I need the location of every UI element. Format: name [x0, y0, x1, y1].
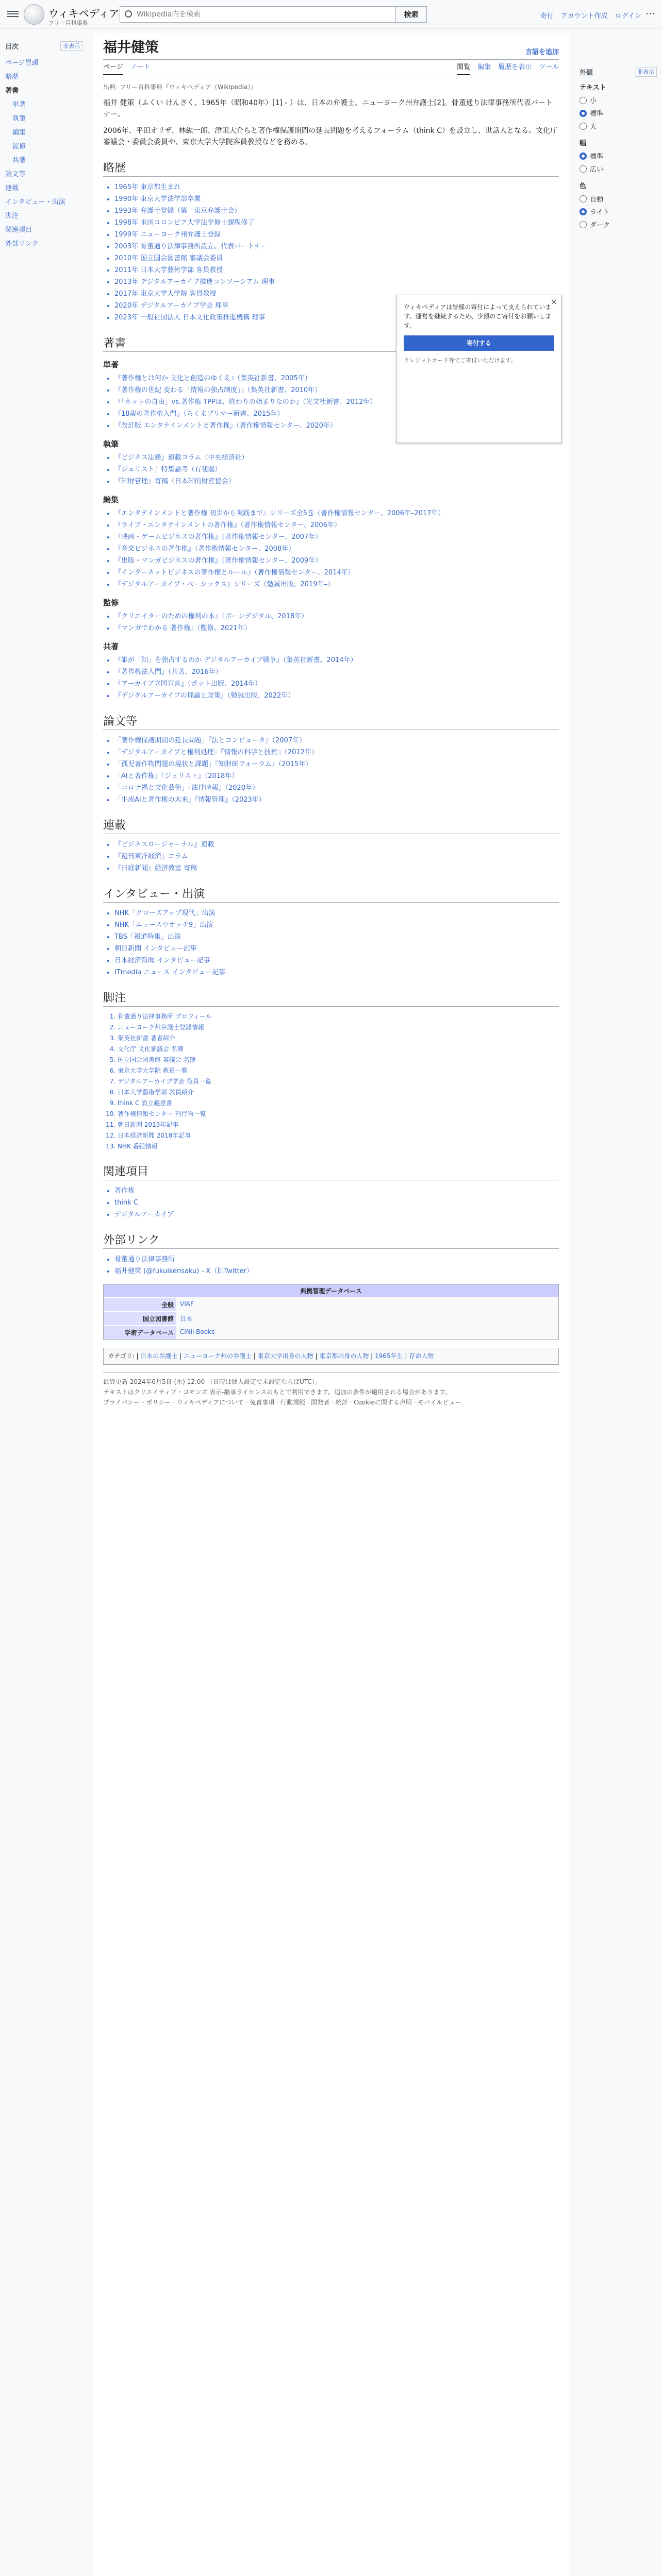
list-item[interactable]: • 『出版・マンガビジネスの著作権』（著作権情報センター、2009年） — [114, 555, 559, 566]
option-label: ダーク — [590, 222, 610, 229]
list-item[interactable]: • 「コロナ禍と文化芸術」『法律時報』（2020年） — [114, 783, 559, 793]
toc-item[interactable]: 編集 — [12, 129, 26, 137]
color_opts-option[interactable] — [580, 192, 657, 205]
notice-text: ウィキペディアは皆様の寄付によって支えられています。運営を継続するため、少額のご寄付をお願いします。 — [404, 303, 552, 329]
width_opts-option[interactable] — [580, 162, 657, 175]
list-item[interactable]: 6. 東京大学大学院 教員一覧 — [118, 1066, 559, 1076]
related-list — [114, 1185, 559, 1220]
list-item[interactable]: 1. 骨董通り法律事務所 プロフィール — [118, 1012, 559, 1022]
option-label: ライト — [590, 209, 610, 216]
section-heading: 著書 — [103, 334, 559, 352]
radio-icon[interactable] — [580, 97, 587, 104]
intro-paragraph: 2006年、平田オリザ、林紘一郎、津田大介らと著作権保護期間の延長問題を考えるフォーラム（think C）を設立し、世話人となる。文化庁審議会・委員会委員や、東京大学大学院客員教授などを務める。 — [103, 127, 557, 146]
list-item[interactable]: • 『ライブ・エンタテインメントの著作権』（著作権情報センター、2006年） — [114, 520, 559, 531]
toc-item[interactable]: 監修 — [12, 143, 26, 150]
authority-navbox — [103, 1284, 559, 1340]
coauthor-list — [114, 655, 559, 701]
toc-sidebar — [5, 41, 82, 250]
list-item[interactable]: 3. 集英社新書 著者紹介 — [118, 1033, 559, 1043]
donate-link[interactable]: 寄付 — [540, 12, 554, 20]
wordmark[interactable]: ウィキペディア — [48, 7, 120, 20]
text_opts-option[interactable] — [580, 94, 657, 107]
section-heading: 略歴 — [103, 159, 559, 177]
list-item[interactable]: • 1998年 米国コロンビア大学法学修士課程修了 — [114, 217, 559, 228]
list-item[interactable]: • ITmedia ニュース インタビュー記事 — [114, 967, 559, 978]
toc-item[interactable]: 脚注 — [5, 212, 19, 220]
toc-item[interactable]: ページ冒頭 — [5, 59, 39, 67]
navbox-title: 典拠管理データベース — [104, 1284, 558, 1297]
option-label: 標準 — [590, 110, 604, 118]
list-item[interactable]: 4. 文化庁 文化審議会 名簿 — [118, 1044, 559, 1054]
list-item[interactable]: • 「AIと著作権」『ジュリスト』（2018年） — [114, 771, 559, 782]
appearance-hide-button[interactable]: 非表示 — [635, 67, 657, 77]
toc-item[interactable]: 関連項目 — [5, 226, 32, 234]
tabs-row — [103, 60, 559, 77]
radio-icon[interactable] — [580, 165, 587, 173]
radio-icon[interactable] — [580, 110, 587, 117]
list-item[interactable]: 10. 著作権情報センター 刊行物一覧 — [118, 1109, 559, 1119]
section-heading: 連載 — [103, 817, 559, 834]
section-heading: 共著 — [103, 642, 119, 651]
list-item[interactable]: • NHK「クローズアップ現代」出演 — [114, 908, 559, 919]
list-item[interactable]: 13. NHK 番組情報 — [118, 1142, 559, 1151]
color_opts-option[interactable] — [580, 205, 657, 218]
list-item[interactable]: • 2013年 デジタルアーカイブ推進コンソーシアム 理事 — [114, 277, 559, 287]
toc-item[interactable]: 略歴 — [5, 73, 19, 81]
list-item[interactable]: • 日本経済新聞 インタビュー記事 — [114, 955, 559, 966]
appearance-panel — [580, 67, 657, 231]
radio-icon[interactable] — [580, 195, 587, 202]
links-list — [114, 1254, 559, 1277]
list-item[interactable]: • 1993年 弁護士登録（第一東京弁護士会） — [114, 206, 559, 216]
section-heading: 脚注 — [103, 989, 559, 1007]
list-item[interactable]: • 1999年 ニューヨーク州弁護士登録 — [114, 229, 559, 240]
navbox-row-label: 学術データベース — [104, 1326, 176, 1339]
list-item[interactable]: • 2020年 デジタルアーカイブ学会 理事 — [114, 300, 559, 311]
more-icon[interactable]: ⋯ — [646, 8, 655, 19]
list-item[interactable]: • 2011年 日本大学藝術学部 客員教授 — [114, 265, 559, 276]
page-title: 福井健策 — [103, 40, 159, 56]
tab-talk[interactable]: ノート — [130, 63, 151, 71]
list-item[interactable]: • TBS「報道特集」出演 — [114, 931, 559, 942]
toc-item[interactable]: 単著 — [12, 101, 26, 109]
radio-icon[interactable] — [580, 208, 587, 215]
section-heading: 関連項目 — [103, 1163, 559, 1180]
list-item[interactable]: • 『ジュリスト』特集論考（有斐閣） — [114, 464, 559, 475]
section-heading: 執筆 — [103, 439, 119, 449]
list-item[interactable]: • 骨董通り法律事務所 — [114, 1254, 559, 1265]
list-item[interactable]: • 『ビジネス法務』連載コラム（中央経済社） — [114, 452, 559, 463]
add-language-button[interactable]: 言語を追加 — [525, 48, 559, 56]
appearance-heading: 外観 — [580, 69, 593, 77]
list-item[interactable]: • 「著作権保護期間の延長問題」『法とコンピュータ』（2007年） — [114, 735, 559, 746]
list-item[interactable]: • 『改訂版 エンタテインメントと著作権』（著作権情報センター、2020年） — [114, 420, 559, 431]
category-link[interactable]: 存命人物 — [409, 1352, 434, 1360]
toc-item[interactable]: 著書 — [5, 87, 19, 95]
search-input[interactable] — [120, 6, 396, 23]
interview-list — [114, 908, 559, 978]
radio-icon[interactable] — [580, 152, 587, 160]
navbox-row-value[interactable]: CiNii Books — [176, 1326, 558, 1339]
list-item[interactable]: • 『著作権の世紀 変わる「情報の独占制度」』（集英社新書、2010年） — [114, 385, 559, 396]
list-item[interactable]: • 著作権 — [114, 1185, 559, 1196]
list-item[interactable]: • 『デジタルアーカイブの理論と政策』（勉誠出版、2022年） — [114, 690, 559, 701]
list-item[interactable]: • think C — [114, 1197, 559, 1208]
list-item[interactable]: • 『インターネットビジネスの著作権とルール』（著作権情報センター、2014年） — [114, 567, 559, 578]
color-label: 色 — [580, 182, 587, 190]
title-row — [103, 33, 559, 60]
list-item[interactable]: • 『デジタルアーカイブ・ベーシックス』シリーズ（勉誠出版、2019年–） — [114, 579, 559, 590]
list-item[interactable]: • 『著作権法入門』（共著、2016年） — [114, 667, 559, 677]
option-label: 広い — [590, 166, 604, 174]
list-item[interactable]: • 2017年 東京大学大学院 客員教授 — [114, 289, 559, 299]
category-link[interactable]: 東京大学出身の人物 — [257, 1352, 313, 1360]
list-item[interactable]: • 「生成AIと著作権の未来」『情報管理』（2023年） — [114, 794, 559, 805]
toc-item[interactable]: 連載 — [5, 184, 19, 192]
navbox-row-label: 全般 — [104, 1298, 176, 1311]
list-item[interactable]: • 『知財管理』寄稿（日本知的財産協会） — [114, 476, 559, 487]
color_opts-option[interactable] — [580, 218, 657, 231]
list-item[interactable]: • 『「ネットの自由」vs.著作権 TPPは、終わりの始まりなのか』（光文社新書、2012年） — [114, 397, 559, 408]
list-item[interactable]: • 『アーカイブ立国宣言』（ポット出版、2014年） — [114, 679, 559, 689]
search-button[interactable]: 検索 — [396, 6, 427, 23]
section-heading: 単著 — [103, 360, 119, 369]
list-item[interactable]: • 『音楽ビジネスの著作権』（著作権情報センター、2008年） — [114, 544, 559, 554]
list-item[interactable]: • 1990年 東京大学法学部卒業 — [114, 194, 559, 205]
supervise-list — [114, 611, 559, 634]
option-label: 標準 — [590, 153, 604, 161]
writing-list — [114, 452, 559, 487]
tab-edit[interactable]: 編集 — [477, 63, 491, 71]
list-item[interactable]: 9. think C 設立趣意書 — [118, 1098, 559, 1108]
section-heading: 監修 — [103, 598, 119, 607]
list-item[interactable]: • NHK「ニュースウオッチ9」出演 — [114, 920, 559, 930]
donation-notice — [396, 295, 562, 443]
tagline: フリー百科事典 — [48, 20, 88, 26]
option-label: 小 — [590, 97, 597, 105]
list-item[interactable]: • 『ビジネスロージャーナル』連載 — [114, 839, 559, 850]
login-link[interactable]: ログイン — [615, 12, 641, 20]
list-item[interactable]: • 『エンタテインメントと著作権 初歩から実践まで』シリーズ全5巻（著作権情報センター、2006年–2017年） — [114, 508, 559, 519]
categories-box: カテゴリ: | 日本の弁護士 | ニューヨーク州の弁護士 | 東京大学出身の人物 | 東京都出身の人物 | 1965年生 | 存命人物 — [103, 1348, 559, 1365]
categories-label[interactable]: カテゴリ: — [108, 1352, 135, 1360]
close-icon[interactable]: × — [550, 297, 557, 307]
section-heading: 編集 — [103, 495, 119, 504]
category-link[interactable]: ニューヨーク州の弁護士 — [183, 1352, 252, 1360]
list-item[interactable]: • 『著作権とは何か 文化と創造のゆくえ』（集英社新書、2005年） — [114, 373, 559, 384]
toc-heading: 目次 — [5, 43, 19, 51]
navbox-row — [104, 1311, 558, 1325]
text_opts-option[interactable] — [580, 107, 657, 120]
search-icon — [125, 10, 132, 18]
menu-icon[interactable] — [7, 9, 19, 19]
category-link[interactable]: 日本の弁護士 — [140, 1352, 178, 1360]
footer-line: テキストはクリエイティブ・コモンズ 表示-継承ライセンスのもとで利用できます。追加の条件が適用される場合があります。 — [103, 1388, 452, 1396]
section-heading: インタビュー・出演 — [103, 885, 559, 903]
toc-hide-button[interactable]: 非表示 — [60, 41, 82, 51]
option-label: 大 — [590, 123, 597, 131]
navbox-row-value[interactable]: VIAF — [176, 1298, 558, 1311]
category-link[interactable]: 東京都出身の人物 — [319, 1352, 369, 1360]
edit-list — [114, 508, 559, 590]
footer — [103, 1372, 559, 1408]
list-item[interactable]: • 2023年 一般社団法人 日本文化政策推進機構 理事 — [114, 312, 559, 323]
category-link[interactable]: 1965年生 — [375, 1352, 403, 1360]
text-size-label: テキスト — [580, 84, 606, 92]
tab-history[interactable]: 履歴を表示 — [498, 63, 532, 71]
list-item[interactable]: • 『映画・ゲームビジネスの著作権』（著作権情報センター、2007年） — [114, 532, 559, 543]
notice-small: クレジットカード等でご寄付いただけます。 — [404, 357, 517, 364]
list-item[interactable]: 12. 日本経済新聞 2018年記事 — [118, 1131, 559, 1141]
user-links — [540, 10, 641, 20]
toc-item[interactable]: 論文等 — [5, 171, 26, 178]
list-item[interactable]: • 1965年 東京都生まれ — [114, 182, 559, 193]
list-item[interactable]: • 『18歳の著作権入門』（ちくまプリマー新書、2015年） — [114, 409, 559, 419]
list-item[interactable]: • 2010年 国立国会図書館 審議会委員 — [114, 253, 559, 264]
width_opts-option[interactable] — [580, 149, 657, 162]
source-line: 出典: フリー百科事典『ウィキペディア（Wikipedia）』 — [103, 83, 257, 91]
list-item[interactable]: • デジタルアーカイブ — [114, 1209, 559, 1220]
list-item[interactable]: • 朝日新聞 インタビュー記事 — [114, 943, 559, 954]
radio-icon[interactable] — [580, 221, 587, 228]
list-item[interactable]: • 「デジタルアーカイブと権利処理」『情報の科学と技術』（2012年） — [114, 747, 559, 758]
create-account-link[interactable]: アカウント作成 — [560, 12, 608, 20]
list-item[interactable]: 2. ニューヨーク州弁護士登録情報 — [118, 1023, 559, 1032]
toc-item[interactable]: インタビュー・出演 — [5, 198, 65, 206]
tab-read[interactable]: 閲覧 — [457, 61, 470, 75]
search-bar — [120, 6, 427, 23]
toc-item[interactable]: 執筆 — [12, 115, 26, 123]
list-item[interactable]: 5. 国立国会図書館 審議会 名簿 — [118, 1055, 559, 1065]
list-item[interactable]: 8. 日本大学藝術学部 教員紹介 — [118, 1088, 559, 1097]
toc-item[interactable]: 共著 — [12, 157, 26, 164]
radio-icon[interactable] — [580, 123, 587, 130]
section-heading: 外部リンク — [103, 1231, 559, 1249]
navbox-row-value[interactable]: 日本 — [176, 1312, 558, 1325]
wikipedia-logo[interactable] — [24, 4, 44, 25]
list-item[interactable]: • 『週刊東洋経済』コラム — [114, 851, 559, 862]
option-label: 自動 — [590, 196, 604, 204]
list-item[interactable]: 11. 朝日新聞 2013年記事 — [118, 1120, 559, 1130]
serial-list — [114, 839, 559, 874]
list-item[interactable]: 7. デジタルアーカイブ学会 役員一覧 — [118, 1077, 559, 1087]
intro-paragraph: 福井 健策（ふくい けんさく、1965年（昭和40年）[1] - ）は、日本の弁護士、ニューヨーク州弁護士[2]。骨董通り法律事務所代表パートナー。 — [103, 99, 553, 118]
papers-list — [114, 735, 559, 805]
tab-page[interactable]: ページ — [103, 61, 123, 75]
navbox-row — [104, 1325, 558, 1339]
header — [0, 0, 662, 29]
list-item[interactable]: • 『クリエイターのための権利の本』（ボーンデジタル、2018年） — [114, 611, 559, 622]
list-item[interactable]: • 『マンガでわかる 著作権』（監修、2021年） — [114, 623, 559, 634]
text_opts-option[interactable] — [580, 120, 657, 132]
footer-links[interactable]: プライバシー・ポリシー · ウィキペディアについて · 免責事項 · 行動規範 · 開発者 · 統計 · Cookieに関する声明 · モバイルビュー — [103, 1399, 461, 1406]
width-label: 幅 — [580, 140, 587, 147]
toc-item[interactable]: 外部リンク — [5, 240, 39, 248]
section-heading: 論文等 — [103, 713, 559, 730]
list-item[interactable]: • 『誰が「知」を独占するのか デジタルアーカイブ戦争』（集英社新書、2014年） — [114, 655, 559, 666]
list-item[interactable]: • 「孤児著作物問題の現状と課題」『知財研フォーラム』（2015年） — [114, 759, 559, 770]
list-item[interactable]: • 福井健策 (@fukuikensaku) - X（旧Twitter） — [114, 1266, 559, 1277]
notes-list — [118, 1012, 559, 1151]
list-item[interactable]: • 『日経新聞』経済教室 寄稿 — [114, 863, 559, 874]
list-item[interactable]: • 2003年 骨董通り法律事務所設立、代表パートナー — [114, 241, 559, 252]
navbox-row — [104, 1297, 558, 1311]
footer-line: 最終更新 2024年6月5日 (水) 12:00 （日時は個人設定で未設定ならばUTC）。 — [103, 1378, 321, 1385]
navbox-row-label: 国立図書館 — [104, 1312, 176, 1325]
tab-tools[interactable]: ツール — [539, 63, 559, 71]
donate-button[interactable]: 寄付する — [404, 335, 554, 351]
toc-list — [5, 55, 82, 250]
